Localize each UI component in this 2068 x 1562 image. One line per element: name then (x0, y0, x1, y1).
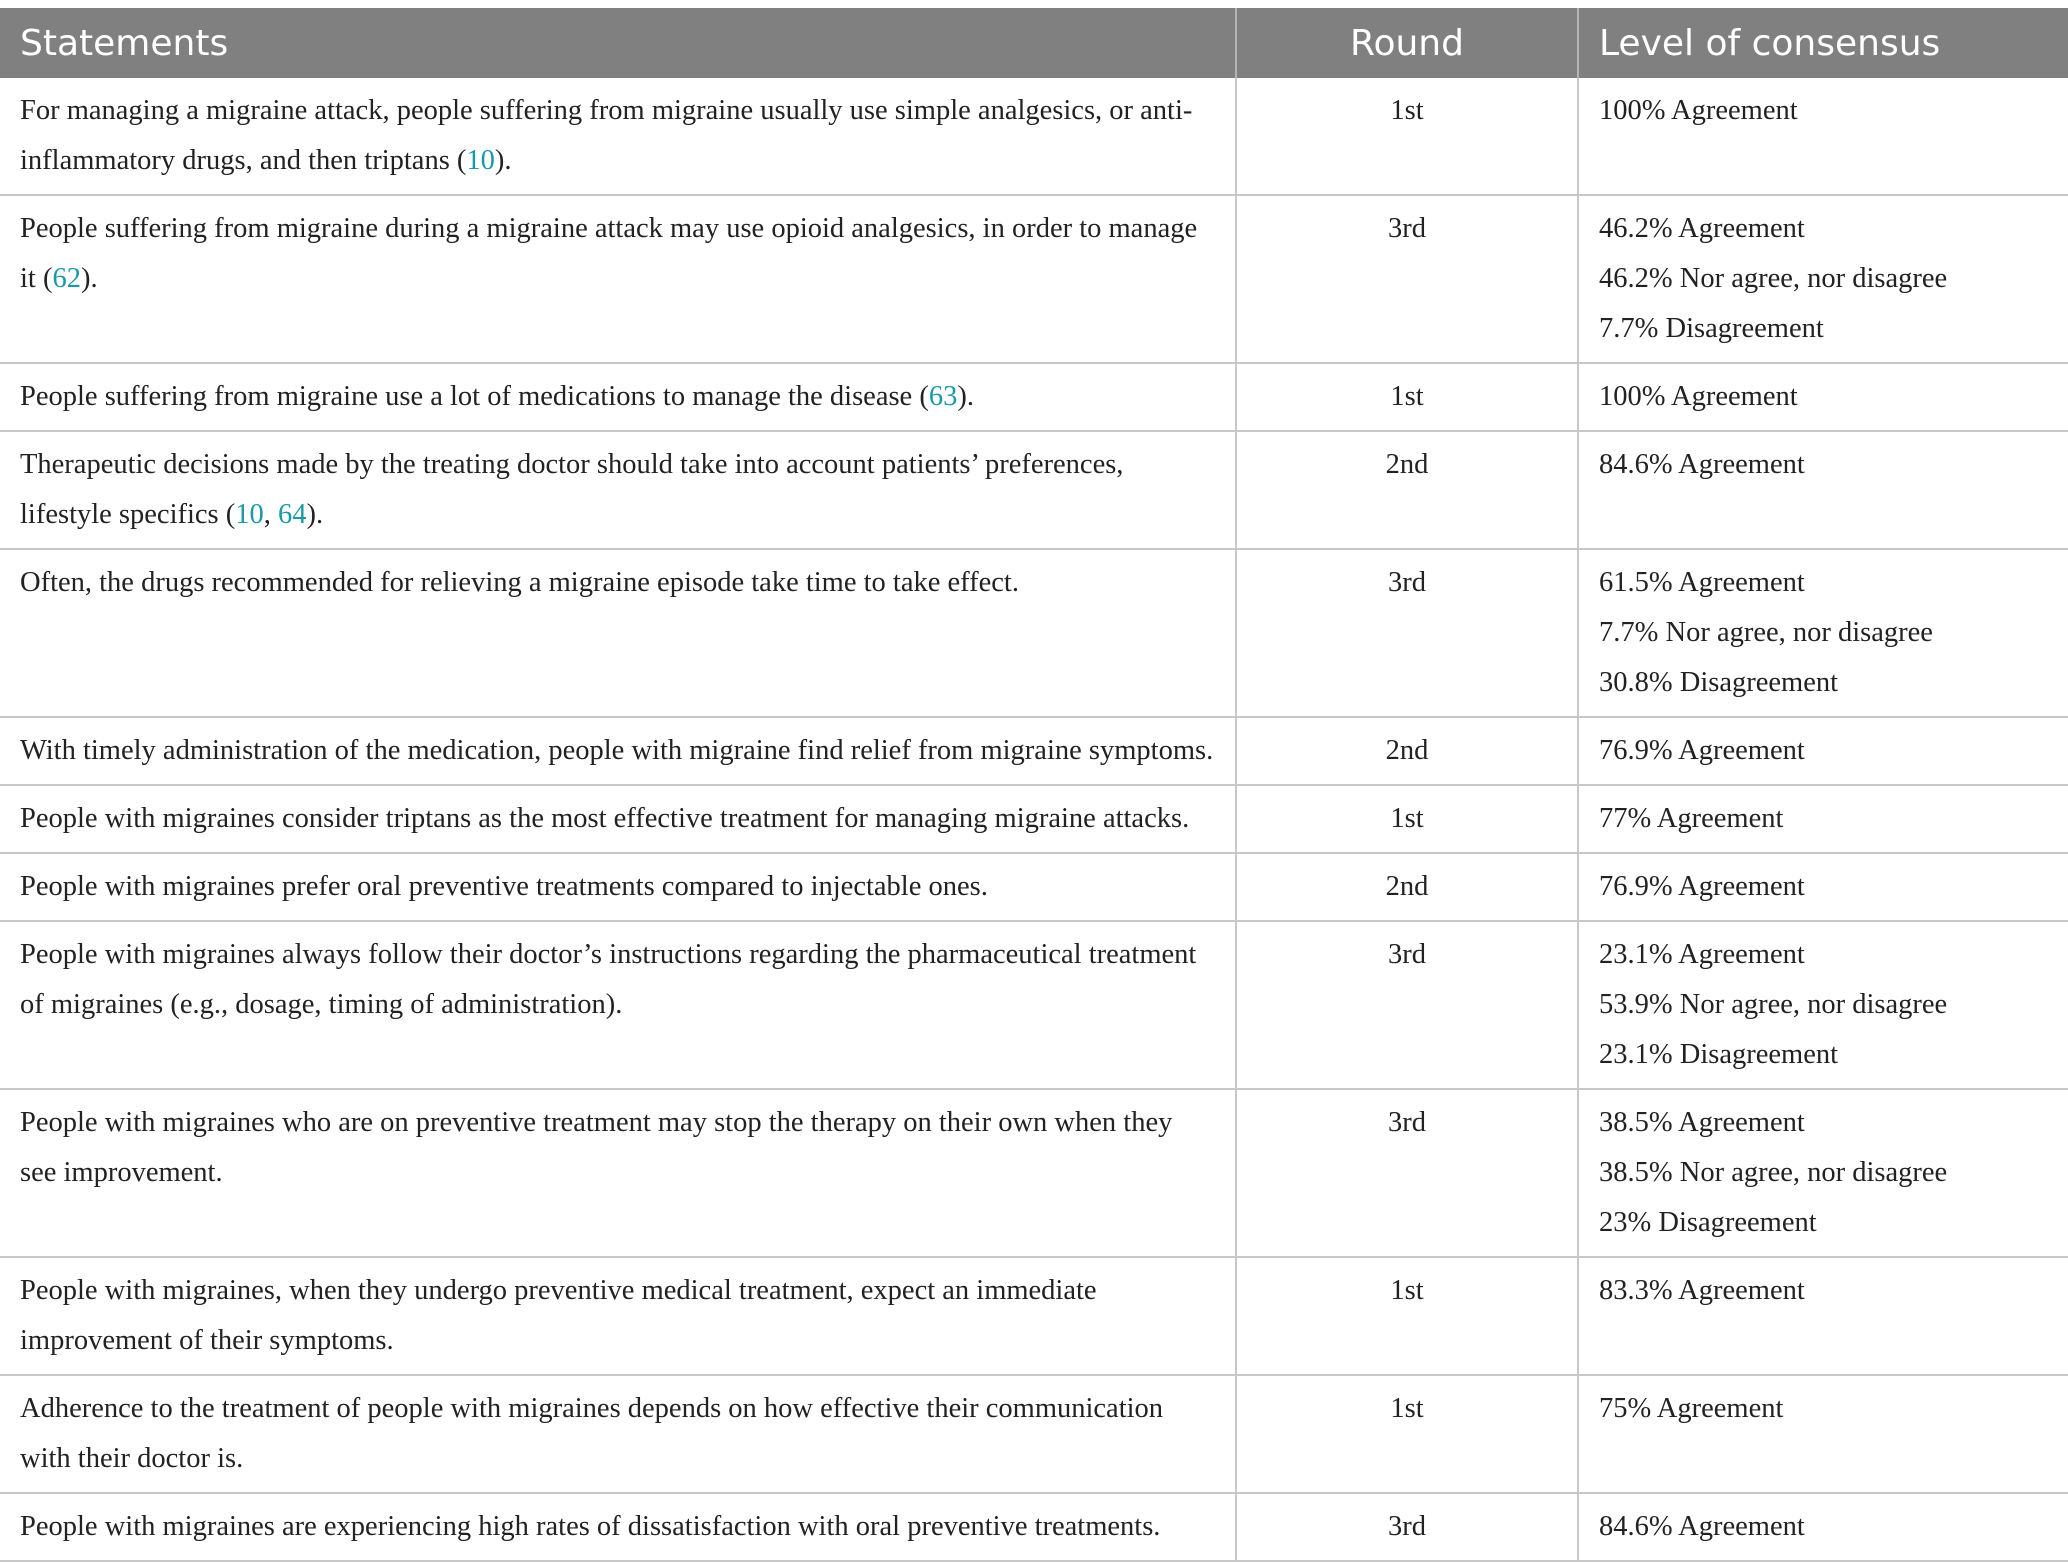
consensus-level: 23% Disagreement (1599, 1207, 1817, 1238)
table-row (0, 1089, 2068, 1257)
statement-text: Often, the drugs recommended for relieving a migraine episode take time to take effect. (20, 567, 1019, 598)
statement-cell (0, 853, 1236, 921)
consensus-level: 61.5% Agreement (1599, 567, 1805, 598)
header-round: Round (1236, 8, 1578, 78)
table-row (0, 785, 2068, 853)
statement-cell (0, 78, 1236, 195)
reference-separator: , (263, 499, 279, 530)
statement-text: People suffering from migraine during a migraine attack may use opioid analgesics, in order to manage it ( (20, 213, 1198, 294)
statement-text-end: ). (957, 381, 974, 412)
consensus-level: 100% Agreement (1599, 381, 1798, 412)
round-cell: 2nd (1236, 431, 1578, 549)
round-cell: 3rd (1236, 1493, 1578, 1561)
round-cell: 1st (1236, 78, 1578, 195)
level-cell (1578, 785, 2068, 853)
consensus-level: 83.3% Agreement (1599, 1275, 1805, 1306)
consensus-level: 7.7% Nor agree, nor disagree (1599, 617, 1933, 648)
round-cell: 3rd (1236, 195, 1578, 363)
statement-text-end: ). (306, 499, 324, 530)
reference-link[interactable]: 62 (52, 263, 81, 294)
header-statements: Statements (0, 8, 1236, 78)
statement-text: People with migraines consider triptans as the most effective treatment for managing migraine attacks. (20, 803, 1190, 834)
table-header (0, 8, 2068, 78)
statement-cell (0, 1375, 1236, 1493)
statement-text: For managing a migraine attack, people suffering from migraine usually use simple analgesics, or anti-inflammatory drugs, and then triptans ( (20, 95, 1193, 176)
table-row (0, 195, 2068, 363)
statement-text-end: ). (80, 263, 98, 294)
consensus-level: 75% Agreement (1599, 1393, 1784, 1424)
reference-link[interactable]: 64 (278, 499, 307, 530)
consensus-level: 7.7% Disagreement (1599, 313, 1824, 344)
round-cell: 1st (1236, 1257, 1578, 1375)
level-cell (1578, 853, 2068, 921)
level-cell (1578, 1257, 2068, 1375)
statement-cell (0, 717, 1236, 785)
consensus-level: 38.5% Agreement (1599, 1107, 1805, 1138)
statement-text: People with migraines are experiencing high rates of dissatisfaction with oral preventive treatments. (20, 1511, 1161, 1542)
reference-link[interactable]: 63 (928, 381, 958, 412)
reference-link[interactable]: 10 (466, 145, 495, 176)
statement-cell (0, 195, 1236, 363)
round-cell: 3rd (1236, 921, 1578, 1089)
table-row (0, 363, 2068, 431)
statement-cell (0, 921, 1236, 1089)
statement-text: Therapeutic decisions made by the treating doctor should take into account patients’ preferences, lifestyle specifics ( (20, 449, 1124, 530)
consensus-level: 53.9% Nor agree, nor disagree (1599, 989, 1948, 1020)
round-cell: 1st (1236, 785, 1578, 853)
consensus-level: 84.6% Agreement (1599, 1511, 1805, 1542)
table-row (0, 1375, 2068, 1493)
statement-cell (0, 549, 1236, 717)
consensus-level: 77% Agreement (1599, 803, 1784, 834)
statement-cell (0, 1089, 1236, 1257)
consensus-level: 46.2% Nor agree, nor disagree (1599, 263, 1948, 294)
table-row (0, 1493, 2068, 1561)
consensus-level: 46.2% Agreement (1599, 213, 1805, 244)
consensus-level: 23.1% Agreement (1599, 939, 1805, 970)
statement-text: With timely administration of the medication, people with migraine find relief from migraine symptoms. (20, 735, 1214, 766)
level-cell (1578, 921, 2068, 1089)
level-cell (1578, 717, 2068, 785)
consensus-level: 23.1% Disagreement (1599, 1039, 1839, 1070)
header-level-of-consensus: Level of consensus (1578, 8, 2068, 78)
table-row (0, 431, 2068, 549)
level-cell (1578, 1089, 2068, 1257)
statement-text: People with migraines, when they undergo preventive medical treatment, expect an immediate improvement of their symptoms. (20, 1275, 1097, 1356)
statement-text: Adherence to the treatment of people with migraines depends on how effective their communication with their doctor is. (20, 1393, 1164, 1474)
level-cell (1578, 78, 2068, 195)
statement-cell (0, 1257, 1236, 1375)
consensus-level: 76.9% Agreement (1599, 735, 1805, 766)
table-row (0, 549, 2068, 717)
statement-text: People with migraines who are on preventive treatment may stop the therapy on their own when they see improvement. (20, 1107, 1173, 1188)
statement-text: People suffering from migraine use a lot of medications to manage the disease ( (20, 381, 929, 412)
round-cell: 1st (1236, 1375, 1578, 1493)
table-body (0, 78, 2068, 1561)
level-cell (1578, 549, 2068, 717)
consensus-level: 76.9% Agreement (1599, 871, 1805, 902)
consensus-level: 84.6% Agreement (1599, 449, 1805, 480)
round-cell: 2nd (1236, 853, 1578, 921)
round-cell: 1st (1236, 363, 1578, 431)
round-cell: 3rd (1236, 549, 1578, 717)
table-row (0, 717, 2068, 785)
consensus-level: 38.5% Nor agree, nor disagree (1599, 1157, 1948, 1188)
level-cell (1578, 1375, 2068, 1493)
header-row (0, 8, 2068, 78)
statement-cell (0, 1493, 1236, 1561)
level-cell (1578, 363, 2068, 431)
table-row (0, 1257, 2068, 1375)
table-row (0, 853, 2068, 921)
statement-cell (0, 431, 1236, 549)
table-row (0, 78, 2068, 195)
consensus-level: 100% Agreement (1599, 95, 1798, 126)
statement-text: People with migraines always follow their doctor’s instructions regarding the pharmaceutical treatment of migraines (e.g., dosage, timing of administration). (20, 939, 1197, 1020)
statement-text: People with migraines prefer oral preventive treatments compared to injectable ones. (20, 871, 988, 902)
statement-cell (0, 363, 1236, 431)
level-cell (1578, 1493, 2068, 1561)
round-cell: 3rd (1236, 1089, 1578, 1257)
reference-link[interactable]: 10 (235, 499, 264, 530)
consensus-table (0, 8, 2068, 1562)
level-cell (1578, 431, 2068, 549)
statement-cell (0, 785, 1236, 853)
round-cell: 2nd (1236, 717, 1578, 785)
consensus-level: 30.8% Disagreement (1599, 667, 1839, 698)
table-row (0, 921, 2068, 1089)
statement-text-end: ). (494, 145, 512, 176)
level-cell (1578, 195, 2068, 363)
